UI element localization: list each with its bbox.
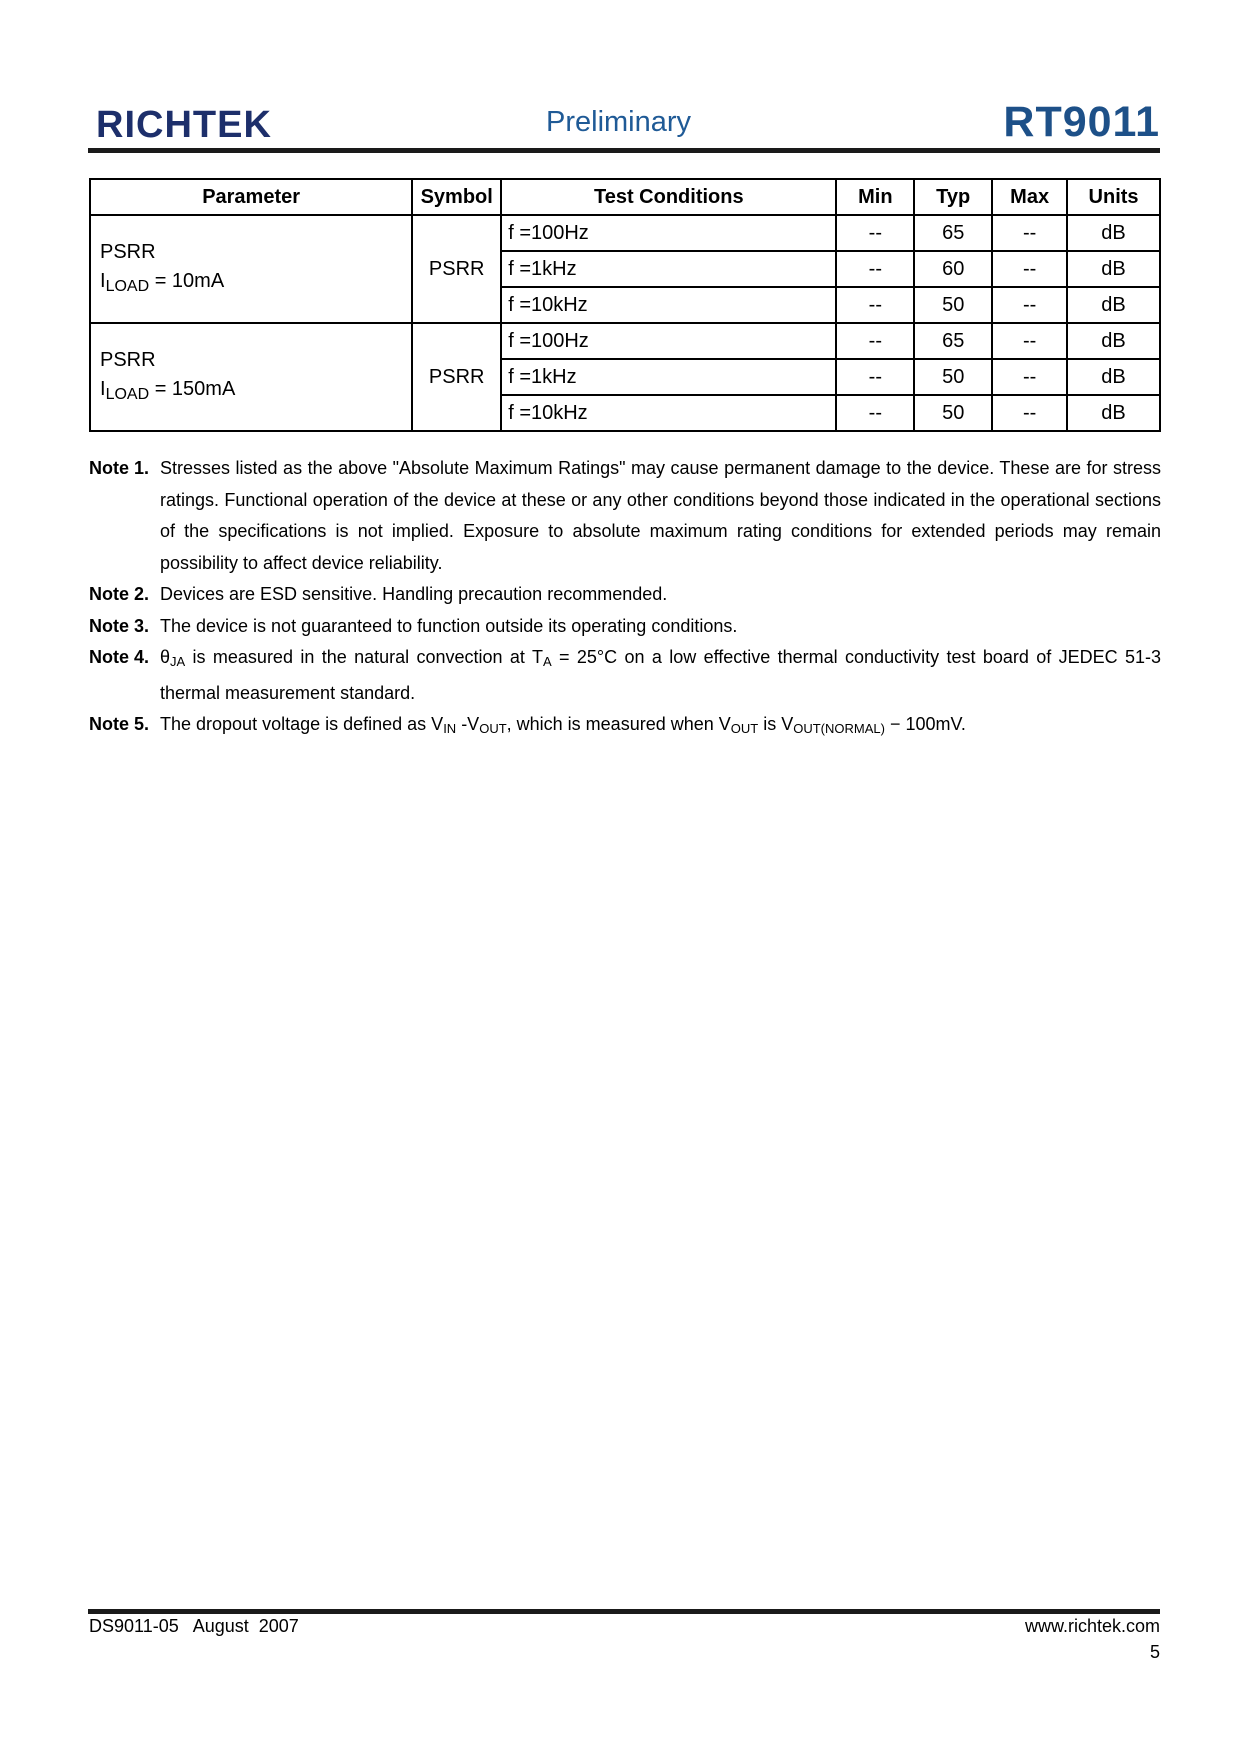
page-number: 5 <box>1149 1642 1160 1662</box>
load-condition: $I_{LOAD} = 10mA$ <box>100 269 225 295</box>
typ-cell: 65 <box>914 215 992 251</box>
footer-divider <box>88 1609 1160 1614</box>
units-cell: dB <box>1067 287 1160 323</box>
units-cell: dB <box>1067 251 1160 287</box>
note-label: Note 5. <box>89 714 150 734</box>
preliminary-label: Preliminary <box>546 106 692 138</box>
note-label: Note 2. <box>89 584 150 604</box>
note-text: The dropout voltage is defined as VIN -VOUT, which is measured when VOUT is VOUT(NORMAL) − 100mV. <box>160 714 966 736</box>
condition-cell: f =1kHz <box>501 251 836 287</box>
notes-section <box>89 453 1161 745</box>
note-4 <box>89 642 1161 709</box>
note-label: Note 3. <box>89 615 150 636</box>
parameter-cell <box>90 323 412 431</box>
symbol-cell: PSRR <box>412 215 501 323</box>
load-condition: $I_{LOAD} = 150mA$ <box>100 377 236 403</box>
header-symbol: Symbol <box>412 179 501 215</box>
header-test-conditions: Test Conditions <box>501 179 836 215</box>
typ-cell: 65 <box>914 323 992 359</box>
min-cell: -- <box>836 359 914 395</box>
table-row <box>90 215 1160 251</box>
note-text: θJA is measured in the natural convection at TA = 25°C on a low effective thermal conductivity test board of JEDEC 51-3 thermal measurement standard. <box>160 647 1161 703</box>
condition-cell: f =100Hz <box>501 323 836 359</box>
header-units: Units <box>1067 179 1160 215</box>
max-cell: -- <box>992 215 1067 251</box>
units-cell: dB <box>1067 395 1160 431</box>
max-cell: -- <box>992 395 1067 431</box>
parameter-name: PSRR <box>100 240 156 263</box>
units-cell: dB <box>1067 323 1160 359</box>
website-link[interactable]: www.richtek.com <box>1024 1616 1160 1636</box>
min-cell: -- <box>836 251 914 287</box>
units-cell: dB <box>1067 215 1160 251</box>
condition-cell: f =1kHz <box>501 359 836 395</box>
max-cell: -- <box>992 251 1067 287</box>
max-cell: -- <box>992 287 1067 323</box>
condition-cell: f =100Hz <box>501 215 836 251</box>
table-row <box>90 323 1160 359</box>
header-parameter: Parameter <box>90 179 412 215</box>
note-label: Note 1. <box>89 458 150 478</box>
doc-id-date: DS9011-05 August 2007 <box>89 1616 299 1636</box>
min-cell: -- <box>836 323 914 359</box>
units-cell: dB <box>1067 359 1160 395</box>
header-divider <box>88 148 1160 153</box>
min-cell: -- <box>836 395 914 431</box>
note-5 <box>89 709 1161 745</box>
note-2 <box>89 579 1161 611</box>
symbol-cell: PSRR <box>412 323 501 431</box>
typ-cell: 50 <box>914 359 992 395</box>
header-max: Max <box>992 179 1067 215</box>
max-cell: -- <box>992 359 1067 395</box>
note-text: The device is not guaranteed to function outside its operating conditions. <box>160 615 738 636</box>
note-label: Note 4. <box>89 647 150 667</box>
note-text: Devices are ESD sensitive. Handling precaution recommended. <box>160 584 668 604</box>
condition-cell: f =10kHz <box>501 395 836 431</box>
psrr-spec-table <box>89 178 1161 432</box>
typ-cell: 60 <box>914 251 992 287</box>
note-1 <box>89 453 1161 579</box>
condition-cell: f =10kHz <box>501 287 836 323</box>
max-cell: -- <box>992 323 1067 359</box>
note-3 <box>89 611 1161 643</box>
header-min: Min <box>836 179 914 215</box>
min-cell: -- <box>836 215 914 251</box>
parameter-name: PSRR <box>100 348 156 371</box>
parameter-cell <box>90 215 412 323</box>
min-cell: -- <box>836 287 914 323</box>
page-header <box>88 96 1160 152</box>
richtek-logo: RICHTEK <box>96 104 272 146</box>
table-header-row <box>90 179 1160 215</box>
header-typ: Typ <box>914 179 992 215</box>
part-number: RT9011 <box>1003 98 1160 146</box>
note-text: Stresses listed as the above "Absolute Maximum Ratings" may cause permanent damage to the device. These are for stress ratings. Functional operation of the device at these or any other conditions beyond those indicated in the operational sections of the specifications is not implied. Exposure to absolute maximum rating conditions for extended periods may remain possibility to affect device reliability. <box>160 458 1161 573</box>
typ-cell: 50 <box>914 395 992 431</box>
typ-cell: 50 <box>914 287 992 323</box>
